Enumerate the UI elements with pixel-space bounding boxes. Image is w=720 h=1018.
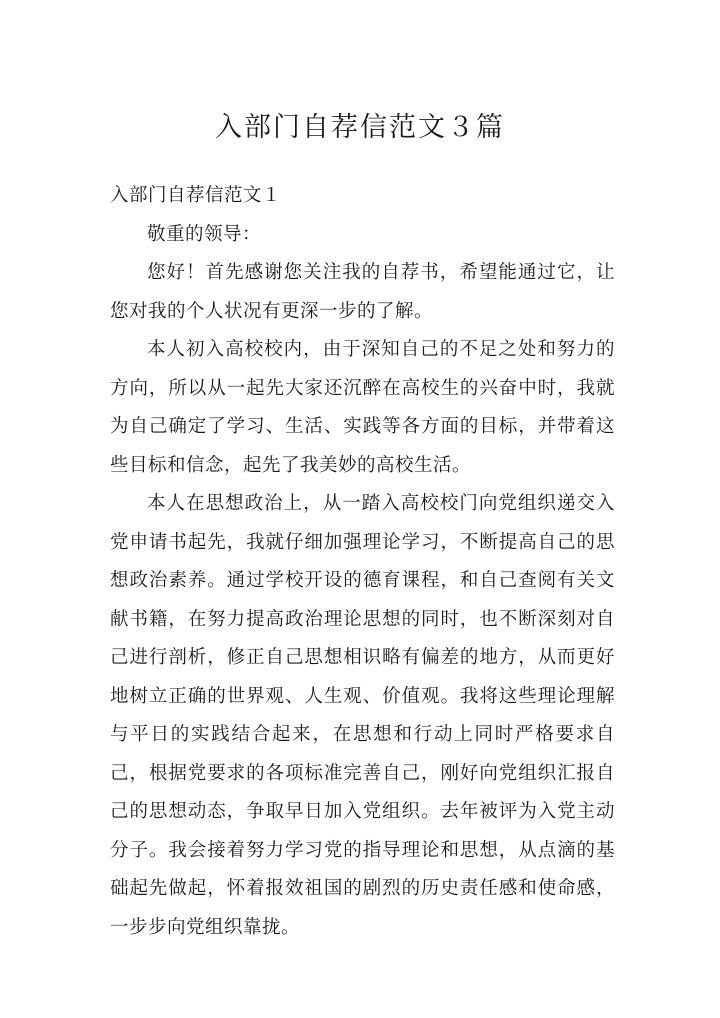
- document-body: [110, 177, 615, 947]
- salutation: 敬重的领导：: [147, 223, 262, 245]
- section-heading: 入部门自荐信范文１: [110, 185, 282, 206]
- paragraph-greeting: 您好！首先感谢您关注我的自荐书，希望能通过它，让您对我的个人状况有更深一步的了解。: [110, 262, 615, 322]
- paragraph-goals: 本人初入高校校内，由于深知自己的不足之处和努力的方向，所以从一起先大家还沉醉在高校生的兴奋中时，我就为自己确定了学习、生活、实践等各方面的目标，并带着这些目标和信念，起先了我美妙的高校生活。: [110, 339, 615, 476]
- paragraph-political-study: 本人在思想政治上，从一踏入高校校门向党组织递交入党申请书起先，我就仔细加强理论学习，不断提高自己的思想政治素养。通过学校开设的德育课程，和自己查阅有关文献书籍，在努力提高政治理论思想的同时，也不断深刻对自己进行剖析，修正自己思想相识略有偏差的地方，从而更好地树立正确的世界观、人生观、价值观。我将这些理论理解与平日的实践结合起来，在思想和行动上同时严格要求自己，根据党要求的各项标准完善自己，刚好向党组织汇报自己的思想动态，争取早日加入党组织。去年被评为入党主动分子。我会接着努力学习党的指导理论和思想，从点滴的基础起先做起，怀着报效祖国的剧烈的历史责任感和使命感，一步步向党组织靠拢。: [110, 493, 615, 938]
- document-title: 入部门自荐信范文３篇: [215, 112, 505, 143]
